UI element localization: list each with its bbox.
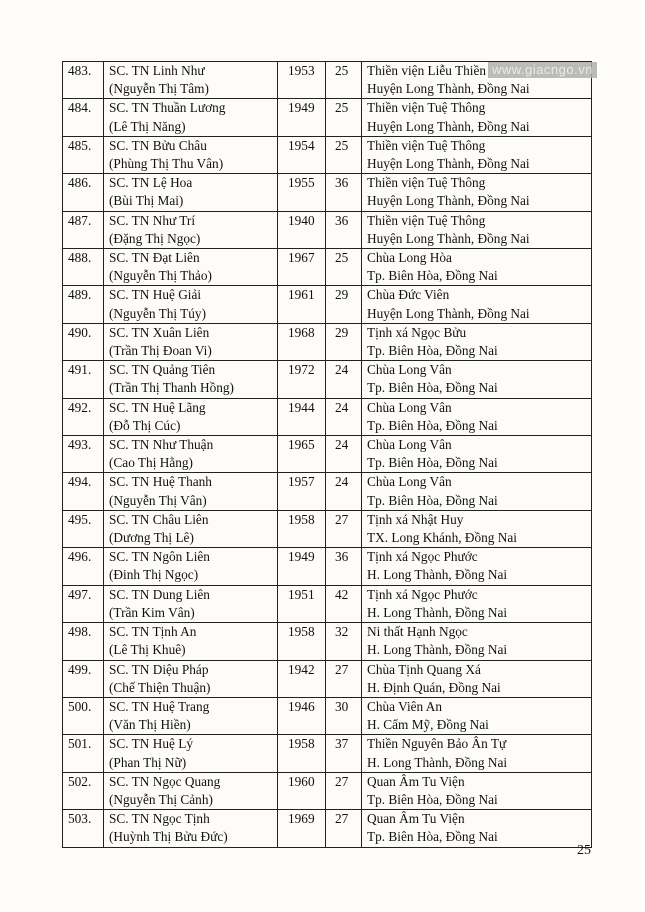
- birth-year-cell: [278, 211, 326, 248]
- dharma-name: SC. TN Huệ Thanh: [109, 474, 212, 490]
- birth-name: (Trần Thị Thanh Hồng): [109, 380, 234, 396]
- table-row: [63, 772, 592, 809]
- birth-year: 1960: [288, 773, 315, 789]
- row-number-cell: [63, 174, 104, 211]
- age-cell: [326, 735, 362, 772]
- temple-name: Chùa Viên An: [367, 698, 443, 714]
- birth-year: 1957: [288, 474, 315, 490]
- row-number: 486.: [68, 175, 92, 191]
- name-cell: [104, 398, 278, 435]
- table-row: [63, 735, 592, 772]
- row-number-cell: [63, 510, 104, 547]
- temple-name: Ni thất Hạnh Ngọc: [367, 624, 468, 640]
- temple-cell: [362, 660, 592, 697]
- ordination-age: 32: [335, 624, 349, 640]
- table-row: [63, 660, 592, 697]
- row-number: 491.: [68, 362, 92, 378]
- temple-location: H. Long Thành, Đồng Nai: [367, 754, 508, 770]
- temple-cell: [362, 510, 592, 547]
- birth-name: (Bùi Thị Mai): [109, 193, 184, 209]
- temple-location: H. Long Thành, Đồng Nai: [367, 642, 508, 658]
- temple-cell: [362, 735, 592, 772]
- name-cell: [104, 286, 278, 323]
- row-number-cell: [63, 323, 104, 360]
- temple-name: Tịnh xá Ngọc Phước: [367, 586, 478, 602]
- watermark: www.giacngo.vn: [488, 62, 597, 78]
- row-number: 494.: [68, 474, 92, 490]
- ordination-age: 42: [335, 586, 349, 602]
- temple-cell: [362, 174, 592, 211]
- dharma-name: SC. TN Ngôn Liên: [109, 549, 210, 565]
- name-cell: [104, 810, 278, 847]
- dharma-name: SC. TN Tịnh An: [109, 624, 197, 640]
- age-cell: [326, 473, 362, 510]
- birth-year: 1961: [288, 287, 315, 303]
- temple-cell: [362, 473, 592, 510]
- birth-name: (Trần Kim Vân): [109, 604, 195, 620]
- temple-cell: [362, 211, 592, 248]
- birth-name: (Nguyễn Thị Tâm): [109, 81, 209, 97]
- ordination-age: 24: [335, 399, 349, 415]
- row-number-cell: [63, 211, 104, 248]
- birth-year: 1969: [288, 811, 315, 827]
- birth-name: (Đinh Thị Ngọc): [109, 567, 199, 583]
- birth-year-cell: [278, 436, 326, 473]
- temple-cell: [362, 323, 592, 360]
- row-number: 501.: [68, 736, 92, 752]
- dharma-name: SC. TN Xuân Liên: [109, 324, 210, 340]
- row-number: 488.: [68, 250, 92, 266]
- birth-year: 1965: [288, 437, 315, 453]
- dharma-name: SC. TN Quảng Tiên: [109, 362, 216, 378]
- ordination-age: 25: [335, 137, 349, 153]
- temple-location: Tp. Biên Hòa, Đồng Nai: [367, 829, 498, 845]
- name-cell: [104, 62, 278, 99]
- temple-name: Tịnh xá Nhật Huy: [367, 511, 464, 527]
- birth-name: (Phùng Thị Thu Vân): [109, 156, 224, 172]
- ordination-age: 36: [335, 549, 349, 565]
- age-cell: [326, 623, 362, 660]
- row-number: 496.: [68, 549, 92, 565]
- age-cell: [326, 249, 362, 286]
- name-cell: [104, 361, 278, 398]
- temple-location: TX. Long Khánh, Đồng Nai: [367, 530, 517, 546]
- temple-name: Thiền viện Tuệ Thông: [367, 212, 486, 228]
- temple-location: Tp. Biên Hòa, Đồng Nai: [367, 380, 498, 396]
- birth-year-cell: [278, 249, 326, 286]
- birth-year: 1942: [288, 661, 315, 677]
- name-cell: [104, 548, 278, 585]
- temple-location: Huyện Long Thành, Đồng Nai: [367, 230, 530, 246]
- ordination-age: 27: [335, 811, 349, 827]
- row-number: 487.: [68, 212, 92, 228]
- name-cell: [104, 136, 278, 173]
- temple-location: Huyện Long Thành, Đồng Nai: [367, 193, 530, 209]
- temple-cell: [362, 136, 592, 173]
- age-cell: [326, 436, 362, 473]
- table-row: [63, 174, 592, 211]
- temple-name: Thiền Nguyên Bảo Ân Tự: [367, 736, 507, 752]
- temple-name: Chùa Long Vân: [367, 362, 452, 378]
- birth-name: (Nguyễn Thị Thảo): [109, 268, 212, 284]
- birth-year-cell: [278, 323, 326, 360]
- row-number: 497.: [68, 586, 92, 602]
- nun-list-table: [62, 61, 592, 848]
- name-cell: [104, 772, 278, 809]
- temple-location: Huyện Long Thành, Đồng Nai: [367, 118, 530, 134]
- row-number: 498.: [68, 624, 92, 640]
- ordination-age: 24: [335, 362, 349, 378]
- birth-year: 1949: [288, 549, 315, 565]
- page-number: 25: [577, 843, 591, 858]
- dharma-name: SC. TN Đạt Liên: [109, 250, 200, 266]
- age-cell: [326, 323, 362, 360]
- name-cell: [104, 735, 278, 772]
- name-cell: [104, 249, 278, 286]
- table-row: [63, 323, 592, 360]
- birth-year: 1972: [288, 362, 315, 378]
- temple-name: Quan Âm Tu Viện: [367, 773, 465, 789]
- birth-year: 1968: [288, 324, 315, 340]
- temple-location: Huyện Long Thành, Đồng Nai: [367, 81, 530, 97]
- table-row: [63, 585, 592, 622]
- table-row: [63, 361, 592, 398]
- row-number-cell: [63, 398, 104, 435]
- ordination-age: 37: [335, 736, 349, 752]
- table-row: [63, 136, 592, 173]
- row-number-cell: [63, 99, 104, 136]
- name-cell: [104, 174, 278, 211]
- table-row: [63, 99, 592, 136]
- dharma-name: SC. TN Châu Liên: [109, 511, 209, 527]
- table-row: [63, 510, 592, 547]
- ordination-age: 30: [335, 698, 349, 714]
- dharma-name: SC. TN Như Thuận: [109, 437, 214, 453]
- temple-cell: [362, 697, 592, 734]
- age-cell: [326, 585, 362, 622]
- row-number: 503.: [68, 811, 92, 827]
- row-number-cell: [63, 735, 104, 772]
- dharma-name: SC. TN Bửu Châu: [109, 137, 207, 153]
- table-row: [63, 548, 592, 585]
- temple-cell: [362, 249, 592, 286]
- temple-name: Thiền viện Tuệ Thông: [367, 175, 486, 191]
- row-number-cell: [63, 286, 104, 323]
- birth-year-cell: [278, 660, 326, 697]
- dharma-name: SC. TN Linh Như: [109, 63, 205, 78]
- ordination-age: 24: [335, 474, 349, 490]
- age-cell: [326, 136, 362, 173]
- temple-location: Huyện Long Thành, Đồng Nai: [367, 305, 530, 321]
- dharma-name: SC. TN Huệ Giải: [109, 287, 202, 303]
- birth-year-cell: [278, 398, 326, 435]
- birth-year-cell: [278, 473, 326, 510]
- table-body: [63, 62, 592, 848]
- table-row: [63, 473, 592, 510]
- row-number: 495.: [68, 511, 92, 527]
- age-cell: [326, 286, 362, 323]
- dharma-name: SC. TN Huệ Trang: [109, 698, 210, 714]
- name-cell: [104, 323, 278, 360]
- age-cell: [326, 810, 362, 847]
- row-number: 484.: [68, 100, 92, 116]
- dharma-name: SC. TN Ngọc Tịnh: [109, 811, 210, 827]
- ordination-age: 25: [335, 100, 349, 116]
- birth-year: 1958: [288, 624, 315, 640]
- age-cell: [326, 697, 362, 734]
- birth-year-cell: [278, 136, 326, 173]
- temple-location: Huyện Long Thành, Đồng Nai: [367, 156, 530, 172]
- temple-cell: [362, 623, 592, 660]
- row-number-cell: [63, 136, 104, 173]
- birth-year-cell: [278, 772, 326, 809]
- row-number-cell: [63, 436, 104, 473]
- dharma-name: SC. TN Huệ Lãng: [109, 399, 206, 415]
- birth-year: 1958: [288, 736, 315, 752]
- ordination-age: 25: [335, 63, 349, 78]
- birth-name: (Văn Thị Hiền): [109, 717, 191, 733]
- age-cell: [326, 548, 362, 585]
- birth-name: (Nguyễn Thị Cảnh): [109, 791, 213, 807]
- row-number-cell: [63, 473, 104, 510]
- birth-year-cell: [278, 62, 326, 99]
- temple-cell: [362, 548, 592, 585]
- row-number-cell: [63, 361, 104, 398]
- table-row: [63, 249, 592, 286]
- dharma-name: SC. TN Dung Liên: [109, 586, 210, 602]
- birth-year-cell: [278, 548, 326, 585]
- dharma-name: SC. TN Như Trí: [109, 212, 196, 228]
- birth-name: (Lê Thị Khuê): [109, 642, 186, 658]
- table-row: [63, 398, 592, 435]
- birth-year-cell: [278, 99, 326, 136]
- ordination-age: 25: [335, 250, 349, 266]
- temple-location: Tp. Biên Hòa, Đồng Nai: [367, 417, 498, 433]
- temple-cell: [362, 436, 592, 473]
- temple-location: Tp. Biên Hòa, Đồng Nai: [367, 343, 498, 359]
- temple-cell: [362, 810, 592, 847]
- age-cell: [326, 772, 362, 809]
- row-number: 490.: [68, 324, 92, 340]
- age-cell: [326, 510, 362, 547]
- row-number-cell: [63, 548, 104, 585]
- birth-name: (Nguyễn Thị Túy): [109, 305, 207, 321]
- birth-year: 1949: [288, 100, 315, 116]
- temple-cell: [362, 361, 592, 398]
- birth-name: (Trần Thị Đoan Vi): [109, 343, 212, 359]
- birth-year: 1944: [288, 399, 315, 415]
- temple-location: Tp. Biên Hòa, Đồng Nai: [367, 791, 498, 807]
- ordination-age: 29: [335, 287, 349, 303]
- temple-cell: [362, 585, 592, 622]
- birth-name: (Phan Thị Nữ): [109, 754, 187, 770]
- row-number-cell: [63, 660, 104, 697]
- temple-name: Chùa Tịnh Quang Xá: [367, 661, 481, 677]
- row-number: 500.: [68, 698, 92, 714]
- row-number: 492.: [68, 399, 92, 415]
- table-row: [63, 286, 592, 323]
- temple-name: Tịnh xá Ngọc Bửu: [367, 324, 467, 340]
- temple-location: Tp. Biên Hòa, Đồng Nai: [367, 268, 498, 284]
- row-number-cell: [63, 810, 104, 847]
- birth-name: (Chế Thiện Thuận): [109, 679, 211, 695]
- birth-year-cell: [278, 697, 326, 734]
- birth-year-cell: [278, 286, 326, 323]
- birth-name: (Đỗ Thị Cúc): [109, 417, 181, 433]
- temple-cell: [362, 286, 592, 323]
- age-cell: [326, 174, 362, 211]
- row-number-cell: [63, 623, 104, 660]
- age-cell: [326, 99, 362, 136]
- temple-location: Tp. Biên Hòa, Đồng Nai: [367, 492, 498, 508]
- temple-location: H. Long Thành, Đồng Nai: [367, 567, 508, 583]
- birth-name: (Lê Thị Năng): [109, 118, 186, 134]
- dharma-name: SC. TN Diệu Pháp: [109, 661, 209, 677]
- birth-year: 1967: [288, 250, 315, 266]
- temple-location: H. Long Thành, Đồng Nai: [367, 604, 508, 620]
- ordination-age: 27: [335, 773, 349, 789]
- temple-name: Thiền viện Liễu Thiền: [367, 63, 487, 78]
- birth-year-cell: [278, 585, 326, 622]
- name-cell: [104, 623, 278, 660]
- temple-name: Thiền viện Tuệ Thông: [367, 100, 486, 116]
- row-number: 502.: [68, 773, 92, 789]
- age-cell: [326, 361, 362, 398]
- birth-name: (Huỳnh Thị Bửu Đức): [109, 829, 228, 845]
- name-cell: [104, 585, 278, 622]
- temple-name: Chùa Long Vân: [367, 399, 452, 415]
- row-number: 489.: [68, 287, 92, 303]
- temple-cell: [362, 772, 592, 809]
- name-cell: [104, 473, 278, 510]
- name-cell: [104, 211, 278, 248]
- dharma-name: SC. TN Thuần Lương: [109, 100, 226, 116]
- row-number-cell: [63, 249, 104, 286]
- birth-year: 1954: [288, 137, 315, 153]
- ordination-age: 27: [335, 511, 349, 527]
- birth-year: 1951: [288, 586, 315, 602]
- ordination-age: 29: [335, 324, 349, 340]
- temple-location: H. Định Quán, Đồng Nai: [367, 679, 501, 695]
- row-number-cell: [63, 62, 104, 99]
- table-row: [63, 436, 592, 473]
- row-number: 493.: [68, 437, 92, 453]
- ordination-age: 36: [335, 212, 349, 228]
- birth-year: 1940: [288, 212, 315, 228]
- birth-year: 1953: [288, 63, 315, 78]
- name-cell: [104, 697, 278, 734]
- table-row: [63, 697, 592, 734]
- dharma-name: SC. TN Ngọc Quang: [109, 773, 221, 789]
- birth-year-cell: [278, 810, 326, 847]
- birth-year: 1955: [288, 175, 315, 191]
- ordination-age: 24: [335, 437, 349, 453]
- ordination-age: 27: [335, 661, 349, 677]
- age-cell: [326, 398, 362, 435]
- name-cell: [104, 99, 278, 136]
- row-number-cell: [63, 585, 104, 622]
- temple-cell: [362, 99, 592, 136]
- birth-name: (Nguyễn Thị Vân): [109, 492, 207, 508]
- table-row: [63, 810, 592, 847]
- table-row: [63, 211, 592, 248]
- dharma-name: SC. TN Huệ Lý: [109, 736, 193, 752]
- table-row: [63, 623, 592, 660]
- name-cell: [104, 510, 278, 547]
- birth-name: (Đặng Thị Ngọc): [109, 230, 201, 246]
- name-cell: [104, 660, 278, 697]
- age-cell: [326, 211, 362, 248]
- dharma-name: SC. TN Lệ Hoa: [109, 175, 193, 191]
- temple-location: H. Cẩm Mỹ, Đồng Nai: [367, 717, 489, 733]
- row-number: 485.: [68, 137, 92, 153]
- temple-cell: [362, 398, 592, 435]
- birth-year-cell: [278, 510, 326, 547]
- temple-name: Chùa Long Hòa: [367, 250, 452, 266]
- birth-year-cell: [278, 174, 326, 211]
- birth-year-cell: [278, 735, 326, 772]
- row-number: 499.: [68, 661, 92, 677]
- birth-year: 1946: [288, 698, 315, 714]
- temple-location: Tp. Biên Hòa, Đồng Nai: [367, 455, 498, 471]
- age-cell: [326, 62, 362, 99]
- birth-year: 1958: [288, 511, 315, 527]
- temple-name: Chùa Long Vân: [367, 474, 452, 490]
- temple-name: Tịnh xá Ngọc Phước: [367, 549, 478, 565]
- age-cell: [326, 660, 362, 697]
- birth-year-cell: [278, 623, 326, 660]
- row-number-cell: [63, 772, 104, 809]
- birth-year-cell: [278, 361, 326, 398]
- name-cell: [104, 436, 278, 473]
- temple-name: Chùa Long Vân: [367, 437, 452, 453]
- row-number: 483.: [68, 63, 92, 78]
- row-number-cell: [63, 697, 104, 734]
- temple-name: Thiền viện Tuệ Thông: [367, 137, 486, 153]
- temple-name: Quan Âm Tu Viện: [367, 811, 465, 827]
- temple-name: Chùa Đức Viên: [367, 287, 450, 303]
- birth-name: (Dương Thị Lê): [109, 530, 194, 546]
- birth-name: (Cao Thị Hằng): [109, 455, 193, 471]
- ordination-age: 36: [335, 175, 349, 191]
